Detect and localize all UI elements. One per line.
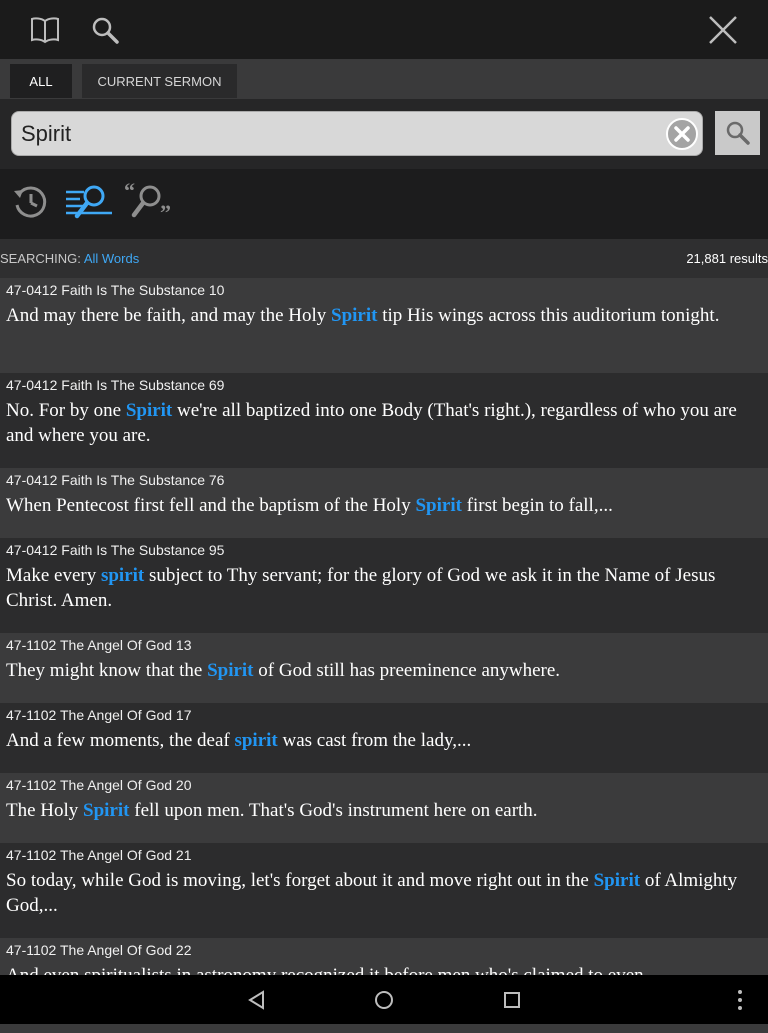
home-icon[interactable] [369, 985, 399, 1015]
result-count: 21,881 results [686, 251, 768, 266]
search-icon[interactable] [85, 10, 125, 50]
list-item[interactable] [0, 843, 768, 938]
result-reference: 47-0412 Faith Is The Substance 76 [6, 472, 225, 488]
tab-current-sermon[interactable]: CURRENT SERMON [82, 64, 237, 98]
top-toolbar [0, 0, 768, 59]
search-mode-toolbar [0, 169, 768, 239]
search-bar [0, 99, 768, 169]
result-text: They might know that the Spirit of God still has preeminence anywhere. [6, 660, 561, 681]
list-item[interactable] [0, 633, 768, 703]
result-reference: 47-0412 Faith Is The Substance 69 [6, 377, 225, 393]
list-item[interactable] [0, 278, 768, 373]
search-match: spirit [234, 730, 278, 751]
word-search-icon[interactable] [64, 179, 114, 225]
overflow-menu-icon[interactable] [725, 985, 755, 1015]
searching-label [0, 251, 139, 266]
tab-bar [0, 59, 768, 99]
search-match: Spirit [331, 305, 378, 326]
search-match: Spirit [207, 660, 254, 681]
result-text: And a few moments, the deaf spirit was cast from the lady,... [6, 730, 472, 751]
result-reference: 47-0412 Faith Is The Substance 95 [6, 542, 225, 558]
search-button-icon [725, 120, 751, 146]
result-reference: 47-1102 The Angel Of God 17 [6, 707, 192, 723]
search-input[interactable] [21, 112, 661, 155]
system-nav-bar [0, 975, 768, 1024]
result-reference: 47-1102 The Angel Of God 22 [6, 942, 192, 958]
result-text: And may there be faith, and may the Holy Spirit tip His wings across this auditorium tonight. [6, 305, 720, 326]
result-text: So today, while God is moving, let's forget about it and move right out in the Spirit of Almighty God,... [6, 870, 738, 916]
results-list [0, 278, 768, 975]
search-match: Spirit [125, 400, 173, 421]
search-status [0, 248, 768, 270]
search-match: Spirit [415, 495, 462, 516]
result-text: Make every spirit subject to Thy servant; for the glory of God we ask it in the Name of Jesus Christ. Amen. [6, 565, 716, 611]
search-match: Spirit [83, 800, 130, 821]
result-text: When Pentecost first fell and the baptism of the Holy Spirit first begin to fall,... [6, 495, 613, 516]
svg-text:“: “ [124, 178, 135, 203]
result-text: No. For by one Spirit we're all baptized into one Body (That's right.), regardless of who you are and where you are. [6, 400, 737, 446]
list-item[interactable] [0, 373, 768, 468]
result-reference: 47-1102 The Angel Of God 20 [6, 777, 192, 793]
search-button[interactable] [715, 111, 760, 155]
list-item[interactable] [0, 773, 768, 843]
search-field [11, 111, 703, 156]
history-icon[interactable] [5, 179, 55, 225]
result-reference: 47-1102 The Angel Of God 13 [6, 637, 192, 653]
result-reference: 47-0412 Faith Is The Substance 10 [6, 282, 225, 298]
result-text: The Holy Spirit fell upon men. That's God's instrument here on earth. [6, 800, 538, 821]
close-icon[interactable] [703, 10, 743, 50]
search-match: spirit [100, 565, 145, 586]
list-item[interactable] [0, 538, 768, 633]
list-item[interactable] [0, 703, 768, 773]
book-icon[interactable] [25, 10, 65, 50]
tab-all[interactable]: ALL [10, 64, 72, 98]
searching-prefix: SEARCHING: [0, 251, 81, 266]
svg-text:”: ” [160, 200, 171, 225]
clear-search-icon[interactable] [665, 117, 699, 151]
quote-search-icon[interactable] [124, 179, 174, 225]
list-item[interactable] [0, 468, 768, 538]
search-mode-link[interactable]: All Words [83, 251, 140, 266]
result-reference: 47-1102 The Angel Of God 21 [6, 847, 192, 863]
search-match: Spirit [593, 870, 641, 891]
recents-icon[interactable] [497, 985, 527, 1015]
back-icon[interactable] [242, 985, 272, 1015]
